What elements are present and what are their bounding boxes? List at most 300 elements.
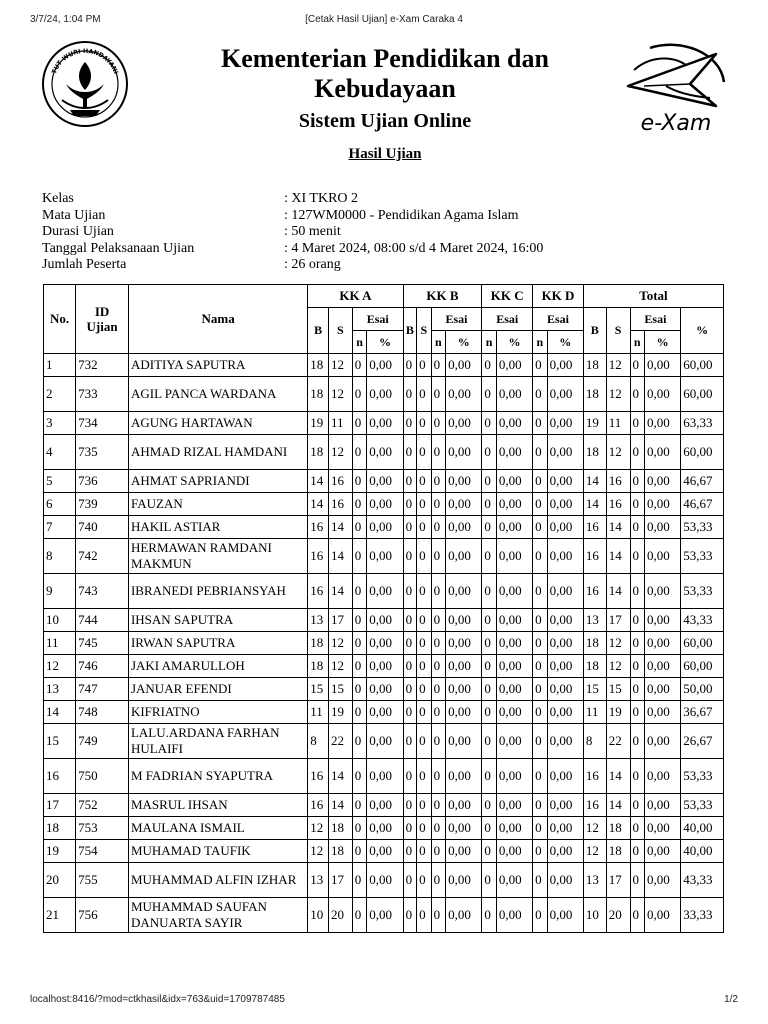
table-row [44,516,724,539]
score-cell: 11 [606,412,630,435]
print-datetime: 3/7/24, 1:04 PM [30,14,101,25]
score-cell: 0 [482,377,497,412]
score-cell: 0,00 [645,655,681,678]
score-cell: 53,33 [681,759,724,794]
score-cell: 19 [606,701,630,724]
exam-id: 749 [76,724,129,759]
table-row [44,609,724,632]
score-cell: 0 [417,794,432,817]
score-cell: 0,00 [367,632,403,655]
score-cell: 16 [606,470,630,493]
score-cell: 0,00 [645,609,681,632]
score-cell: 0 [403,701,416,724]
score-cell: 0,00 [645,840,681,863]
score-cell: 18 [583,354,606,377]
score-cell: 0,00 [446,435,482,470]
table-row [44,539,724,574]
score-cell: 0 [431,632,446,655]
score-cell: 0 [352,863,367,898]
score-cell: 0 [403,678,416,701]
score-cell: 19 [328,701,352,724]
student-name: M FADRIAN SYAPUTRA [128,759,307,794]
score-cell: 22 [606,724,630,759]
score-cell: 11 [583,701,606,724]
score-cell: 0 [533,516,548,539]
col-s: S [606,308,630,354]
score-cell: 40,00 [681,840,724,863]
col-pct: % [681,308,724,354]
score-cell: 0 [533,898,548,933]
score-cell: 0,00 [547,435,583,470]
info-value: : 26 orang [284,257,341,272]
score-cell: 0,00 [496,898,532,933]
col-s: S [417,308,432,354]
student-name: HAKIL ASTIAR [128,516,307,539]
score-cell: 0 [482,794,497,817]
col-kkd: KK D [533,285,584,308]
exam-id: 746 [76,655,129,678]
score-cell: 0 [533,574,548,609]
table-row [44,412,724,435]
score-cell: 0 [403,840,416,863]
col-no: No. [44,285,76,354]
score-cell: 0,00 [446,539,482,574]
score-cell: 0 [533,377,548,412]
score-cell: 16 [328,470,352,493]
score-cell: 0,00 [496,701,532,724]
score-cell: 0 [533,435,548,470]
score-cell: 0 [533,609,548,632]
score-cell: 0,00 [645,817,681,840]
col-n: n [352,331,367,354]
row-number: 7 [44,516,76,539]
score-cell: 0 [533,724,548,759]
score-cell: 0,00 [367,516,403,539]
score-cell: 0,00 [446,701,482,724]
info-label: Kelas [42,191,74,206]
score-cell: 0 [482,759,497,794]
footer-url: localhost:8416/?mod=ctkhasil&idx=763&uid=1709787485 [30,994,285,1005]
col-n: n [533,331,548,354]
student-name: AHMAD RIZAL HAMDANI [128,435,307,470]
col-pct: % [367,331,403,354]
score-cell: 50,00 [681,678,724,701]
score-cell: 0 [431,701,446,724]
student-name: MASRUL IHSAN [128,794,307,817]
exam-id: 745 [76,632,129,655]
score-cell: 0,00 [645,632,681,655]
col-total: Total [583,285,723,308]
score-cell: 0 [417,840,432,863]
student-name: MUHAMMAD SAUFAN DANUARTA SAYIR [128,898,307,933]
score-cell: 0,00 [645,470,681,493]
score-cell: 0 [431,609,446,632]
score-cell: 53,33 [681,794,724,817]
score-cell: 0 [403,759,416,794]
student-name: IRWAN SAPUTRA [128,632,307,655]
score-cell: 0 [630,539,645,574]
score-cell: 0,00 [496,470,532,493]
score-cell: 8 [583,724,606,759]
score-cell: 0 [630,863,645,898]
score-cell: 16 [583,574,606,609]
score-cell: 0 [431,516,446,539]
student-name: IHSAN SAPUTRA [128,609,307,632]
score-cell: 0,00 [367,493,403,516]
score-cell: 0,00 [547,863,583,898]
exam-info [42,191,543,274]
score-cell: 0 [352,609,367,632]
score-cell: 0 [630,898,645,933]
score-cell: 0 [482,516,497,539]
exam-id: 735 [76,435,129,470]
score-cell: 0,00 [367,817,403,840]
score-cell: 0 [403,493,416,516]
score-cell: 0 [482,539,497,574]
score-cell: 46,67 [681,470,724,493]
col-esai: Esai [431,308,482,331]
exam-id: 748 [76,701,129,724]
score-cell: 0 [630,701,645,724]
info-label: Tanggal Pelaksanaan Ujian [42,240,195,256]
score-cell: 0,00 [645,574,681,609]
score-cell: 0 [533,539,548,574]
score-cell: 0,00 [446,898,482,933]
score-cell: 0 [533,759,548,794]
score-cell: 0 [630,678,645,701]
score-cell: 0,00 [367,412,403,435]
info-value: : 50 menit [284,224,341,239]
score-cell: 0,00 [446,516,482,539]
score-cell: 0 [630,632,645,655]
exam-id: 732 [76,354,129,377]
score-cell: 10 [308,898,329,933]
score-cell: 0,00 [367,759,403,794]
score-cell: 18 [606,840,630,863]
score-cell: 0,00 [547,574,583,609]
score-cell: 0,00 [496,412,532,435]
exam-id: 756 [76,898,129,933]
score-cell: 17 [328,863,352,898]
score-cell: 0,00 [367,898,403,933]
score-cell: 0 [417,493,432,516]
score-cell: 0 [482,435,497,470]
score-cell: 0 [403,794,416,817]
score-cell: 0,00 [547,493,583,516]
col-n: n [482,331,497,354]
score-cell: 14 [606,574,630,609]
score-cell: 0,00 [645,678,681,701]
student-name: IBRANEDI PEBRIANSYAH [128,574,307,609]
score-cell: 63,33 [681,412,724,435]
row-number: 12 [44,655,76,678]
score-cell: 0,00 [496,794,532,817]
score-cell: 0 [417,678,432,701]
score-cell: 14 [328,759,352,794]
score-cell: 0 [403,898,416,933]
score-cell: 12 [606,655,630,678]
info-value: : 127WM0000 - Pendidikan Agama Islam [284,207,519,223]
row-number: 19 [44,840,76,863]
row-number: 14 [44,701,76,724]
score-cell: 0 [431,470,446,493]
exam-id: 736 [76,470,129,493]
score-cell: 0 [352,632,367,655]
row-number: 13 [44,678,76,701]
score-cell: 0,00 [367,435,403,470]
table-row [44,840,724,863]
score-cell: 0,00 [367,574,403,609]
student-name: MUHAMMAD ALFIN IZHAR [128,863,307,898]
score-cell: 0 [403,516,416,539]
score-cell: 0,00 [446,678,482,701]
score-cell: 0 [403,632,416,655]
score-cell: 0 [431,794,446,817]
score-cell: 12 [308,817,329,840]
score-cell: 0,00 [367,655,403,678]
score-cell: 33,33 [681,898,724,933]
exam-id: 743 [76,574,129,609]
score-cell: 0,00 [496,724,532,759]
score-cell: 0,00 [645,794,681,817]
score-cell: 13 [308,863,329,898]
score-cell: 18 [328,817,352,840]
score-cell: 0 [431,354,446,377]
score-cell: 0,00 [547,412,583,435]
score-cell: 0 [417,539,432,574]
footer-page-number: 1/2 [724,994,738,1005]
info-value: : XI TKRO 2 [284,191,359,206]
score-cell: 12 [583,840,606,863]
score-cell: 16 [308,794,329,817]
score-cell: 0,00 [645,539,681,574]
score-cell: 0 [352,724,367,759]
score-cell: 0,00 [496,678,532,701]
col-b: B [308,308,329,354]
score-cell: 0,00 [645,354,681,377]
student-name: HERMAWAN RAMDANI MAKMUN [128,539,307,574]
score-cell: 0 [417,516,432,539]
score-cell: 0 [417,435,432,470]
score-cell: 18 [308,377,329,412]
row-number: 4 [44,435,76,470]
score-cell: 0,00 [547,701,583,724]
score-cell: 0,00 [547,377,583,412]
score-cell: 0 [417,655,432,678]
score-cell: 18 [583,632,606,655]
score-cell: 0 [482,840,497,863]
score-cell: 0 [431,898,446,933]
score-cell: 0 [630,817,645,840]
score-cell: 0 [482,609,497,632]
score-cell: 0 [431,435,446,470]
student-name: AGIL PANCA WARDANA [128,377,307,412]
score-cell: 14 [606,759,630,794]
table-row [44,817,724,840]
score-cell: 0 [482,898,497,933]
score-cell: 22 [328,724,352,759]
row-number: 6 [44,493,76,516]
exam-id: 750 [76,759,129,794]
score-cell: 0 [403,354,416,377]
score-cell: 0 [403,470,416,493]
score-cell: 14 [308,493,329,516]
score-cell: 0,00 [547,632,583,655]
score-cell: 0,00 [547,678,583,701]
report-title: Hasil Ujian [348,146,422,162]
score-cell: 17 [328,609,352,632]
score-cell: 18 [606,817,630,840]
score-cell: 0 [403,609,416,632]
score-cell: 14 [606,794,630,817]
score-cell: 0,00 [446,377,482,412]
score-cell: 0,00 [446,794,482,817]
score-cell: 0 [352,493,367,516]
score-cell: 0,00 [367,840,403,863]
score-cell: 0 [352,539,367,574]
score-cell: 0 [403,539,416,574]
score-cell: 0,00 [645,724,681,759]
score-cell: 0,00 [496,759,532,794]
table-row [44,493,724,516]
results-table [43,284,724,933]
score-cell: 0 [352,701,367,724]
score-cell: 0,00 [547,354,583,377]
score-cell: 16 [606,493,630,516]
table-row [44,655,724,678]
col-b: B [583,308,606,354]
score-cell: 16 [308,516,329,539]
row-number: 10 [44,609,76,632]
score-cell: 0,00 [547,655,583,678]
score-cell: 0 [417,759,432,794]
student-name: AHMAT SAPRIANDI [128,470,307,493]
score-cell: 0 [403,655,416,678]
score-cell: 20 [328,898,352,933]
score-cell: 18 [328,840,352,863]
score-cell: 36,67 [681,701,724,724]
score-cell: 0,00 [446,470,482,493]
col-pct: % [547,331,583,354]
score-cell: 0 [417,377,432,412]
score-cell: 13 [583,609,606,632]
score-cell: 18 [308,435,329,470]
score-cell: 0 [482,863,497,898]
score-cell: 0,00 [446,493,482,516]
score-cell: 15 [328,678,352,701]
info-label: Mata Ujian [42,207,106,223]
score-cell: 12 [583,817,606,840]
score-cell: 0 [630,493,645,516]
score-cell: 0 [352,678,367,701]
score-cell: 0,00 [645,516,681,539]
score-cell: 0,00 [446,412,482,435]
score-cell: 0,00 [367,609,403,632]
score-cell: 14 [328,539,352,574]
col-n: n [630,331,645,354]
col-kka: KK A [308,285,403,308]
col-pct: % [645,331,681,354]
score-cell: 0,00 [547,516,583,539]
score-cell: 15 [583,678,606,701]
table-row [44,574,724,609]
score-cell: 0 [630,377,645,412]
score-cell: 0 [630,574,645,609]
score-cell: 0,00 [367,794,403,817]
score-cell: 18 [583,377,606,412]
score-cell: 0,00 [367,724,403,759]
score-cell: 0 [533,701,548,724]
score-cell: 0,00 [547,817,583,840]
student-name: JANUAR EFENDI [128,678,307,701]
score-cell: 8 [308,724,329,759]
score-cell: 0 [482,632,497,655]
score-cell: 0,00 [547,724,583,759]
exam-id: 755 [76,863,129,898]
logo-motto: TUT WURI HANDAYANI [50,47,120,75]
score-cell: 0 [352,377,367,412]
score-cell: 53,33 [681,516,724,539]
score-cell: 0,00 [367,354,403,377]
row-number: 1 [44,354,76,377]
score-cell: 12 [606,377,630,412]
table-row [44,898,724,933]
score-cell: 0 [352,574,367,609]
score-cell: 0 [417,354,432,377]
score-cell: 0 [403,377,416,412]
score-cell: 0,00 [367,377,403,412]
row-number: 15 [44,724,76,759]
score-cell: 0 [431,863,446,898]
score-cell: 13 [583,863,606,898]
score-cell: 0 [533,632,548,655]
score-cell: 10 [583,898,606,933]
score-cell: 0,00 [645,759,681,794]
score-cell: 0,00 [446,724,482,759]
table-row [44,678,724,701]
score-cell: 60,00 [681,354,724,377]
row-number: 11 [44,632,76,655]
score-cell: 0 [431,574,446,609]
table-row [44,794,724,817]
exam-id: 747 [76,678,129,701]
score-cell: 0 [431,724,446,759]
score-cell: 0 [352,412,367,435]
col-id: ID Ujian [76,285,129,354]
col-esai: Esai [352,308,403,331]
score-cell: 0 [352,840,367,863]
score-cell: 0 [533,354,548,377]
exam-id: 752 [76,794,129,817]
score-cell: 0,00 [547,794,583,817]
score-cell: 53,33 [681,574,724,609]
score-cell: 16 [308,759,329,794]
score-cell: 43,33 [681,863,724,898]
score-cell: 18 [308,632,329,655]
score-cell: 0 [403,412,416,435]
score-cell: 0 [533,678,548,701]
score-cell: 0 [482,817,497,840]
score-cell: 0 [417,609,432,632]
score-cell: 12 [328,354,352,377]
col-esai: Esai [482,308,533,331]
score-cell: 0,00 [367,863,403,898]
score-cell: 16 [583,794,606,817]
score-cell: 0 [431,377,446,412]
score-cell: 12 [328,435,352,470]
score-cell: 53,33 [681,539,724,574]
score-cell: 0,00 [367,470,403,493]
